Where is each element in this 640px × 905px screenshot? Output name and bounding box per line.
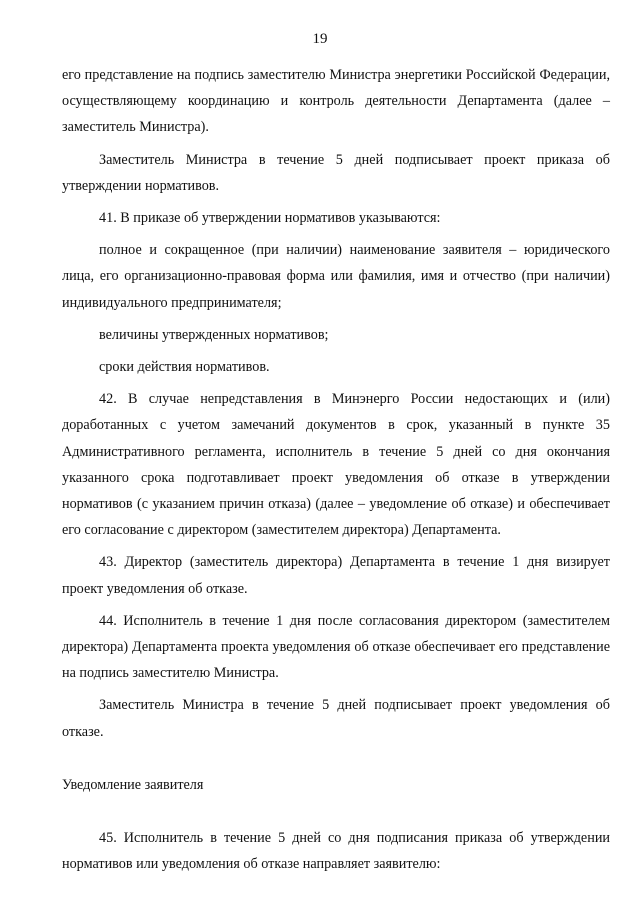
paragraph-deputy-signs-refusal: Заместитель Министра в течение 5 дней подписывает проект уведомления об отказе. bbox=[62, 697, 610, 740]
section-heading: Уведомление заявителя bbox=[62, 776, 204, 793]
page-number: 19 bbox=[312, 31, 328, 47]
paragraph-norm-values: величины утвержденных нормативов; bbox=[99, 326, 329, 343]
paragraph-continuation: его представление на подпись заместителю Министра энергетики Российской Федерации, осуществляющему координацию и контроль деятельности Департамента (далее – заместитель Министра). bbox=[62, 67, 610, 136]
paragraph-norm-terms: сроки действия нормативов. bbox=[99, 359, 270, 376]
document-body bbox=[62, 62, 610, 877]
paragraph-45: 45. Исполнитель в течение 5 дней со дня подписания приказа об утверждении нормативов или уведомления об отказе направляет заявителю: bbox=[62, 830, 610, 873]
paragraph-44: 44. Исполнитель в течение 1 дня после согласования директором (заместителем директора) Департамента проекта уведомления об отказе обеспечивает его представление на подпись заместителю Министра. bbox=[62, 612, 610, 682]
paragraph-42: 42. В случае непредставления в Минэнерго России недостающих и (или) доработанных с учетом замечаний документов в срок, указанный в пункте 35 Административного регламента, исполнитель в течение 5 дней со дня окончания указанного срока подготавливает проект уведомления об отказе в утверждении нормативов (с указанием причин отказа) (далее – уведомление об отказе) и обеспечивает его согласование с директором (заместителем директора) Департамента. bbox=[62, 391, 610, 539]
paragraph-43: 43. Директор (заместитель директора) Департамента в течение 1 дня визирует проект уведомления об отказе. bbox=[62, 554, 610, 597]
paragraph-deputy-signs-order: Заместитель Министра в течение 5 дней подписывает проект приказа об утверждении нормативов. bbox=[62, 151, 610, 194]
paragraph-applicant-name: полное и сокращенное (при наличии) наименование заявителя – юридического лица, его организационно-правовая форма или фамилия, имя и отчество (при наличии) индивидуального предпринимателя; bbox=[62, 242, 610, 311]
paragraph-41: 41. В приказе об утверждении нормативов указываются: bbox=[99, 210, 441, 227]
